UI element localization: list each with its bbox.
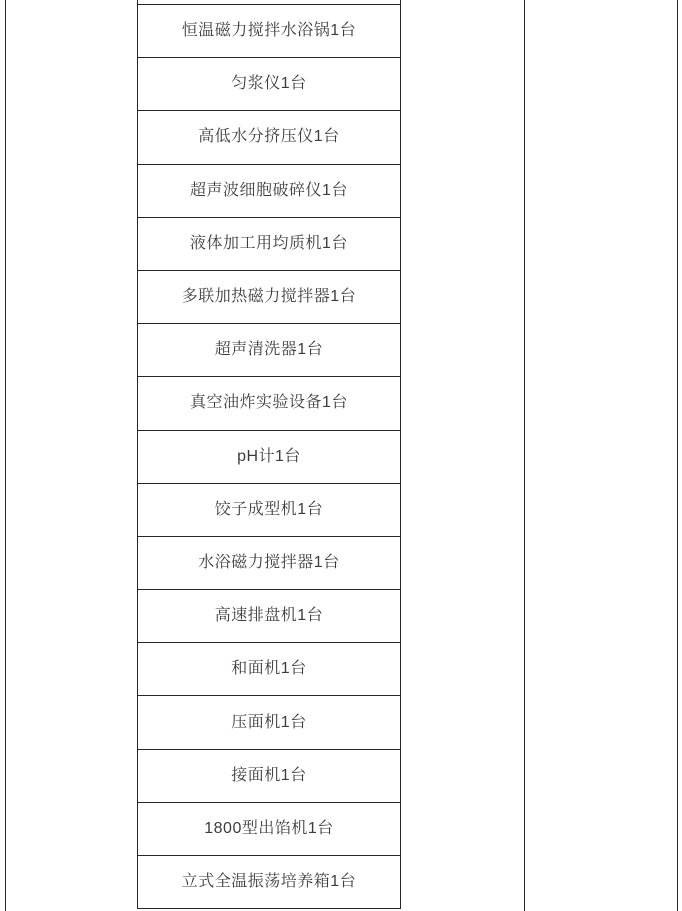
equipment-row	[138, 324, 400, 377]
equipment-label: 和面机1台	[231, 660, 307, 678]
equipment-row	[138, 377, 400, 430]
equipment-label: 高速排盘机1台	[214, 607, 324, 625]
outer-table-right-border	[677, 0, 678, 911]
equipment-row	[138, 165, 400, 218]
equipment-list-table	[137, 0, 401, 909]
equipment-label: 水浴磁力搅拌器1台	[198, 553, 340, 571]
equipment-row	[138, 431, 400, 484]
equipment-label: 匀浆仪1台	[231, 75, 307, 93]
equipment-label: 饺子成型机1台	[214, 500, 324, 518]
equipment-label: 接面机1台	[231, 766, 307, 784]
equipment-row	[138, 218, 400, 271]
equipment-row	[138, 5, 400, 58]
equipment-label: 液体加工用均质机1台	[190, 234, 348, 252]
equipment-row	[138, 537, 400, 590]
equipment-row	[138, 58, 400, 111]
equipment-row	[138, 111, 400, 164]
equipment-label: 真空油炸实验设备1台	[190, 394, 348, 412]
equipment-label: 恒温磁力搅拌水浴锅1台	[181, 22, 357, 40]
equipment-label: pH计1台	[237, 447, 301, 465]
equipment-label: 压面机1台	[231, 713, 307, 731]
equipment-label: 1800型出馅机1台	[204, 819, 334, 837]
equipment-row	[138, 484, 400, 537]
equipment-row	[138, 643, 400, 696]
equipment-row	[138, 803, 400, 856]
equipment-row	[138, 750, 400, 803]
equipment-row	[138, 856, 400, 909]
equipment-label: 立式全温振荡培养箱1台	[181, 873, 357, 891]
equipment-label: 高低水分挤压仪1台	[198, 128, 340, 146]
equipment-label: 多联加热磁力搅拌器1台	[181, 288, 357, 306]
outer-table-left-border	[5, 0, 6, 911]
equipment-row	[138, 271, 400, 324]
equipment-row	[138, 590, 400, 643]
equipment-label: 超声清洗器1台	[214, 341, 324, 359]
equipment-label: 超声波细胞破碎仪1台	[190, 181, 348, 199]
equipment-row	[138, 696, 400, 749]
outer-table-column-border	[524, 0, 525, 911]
